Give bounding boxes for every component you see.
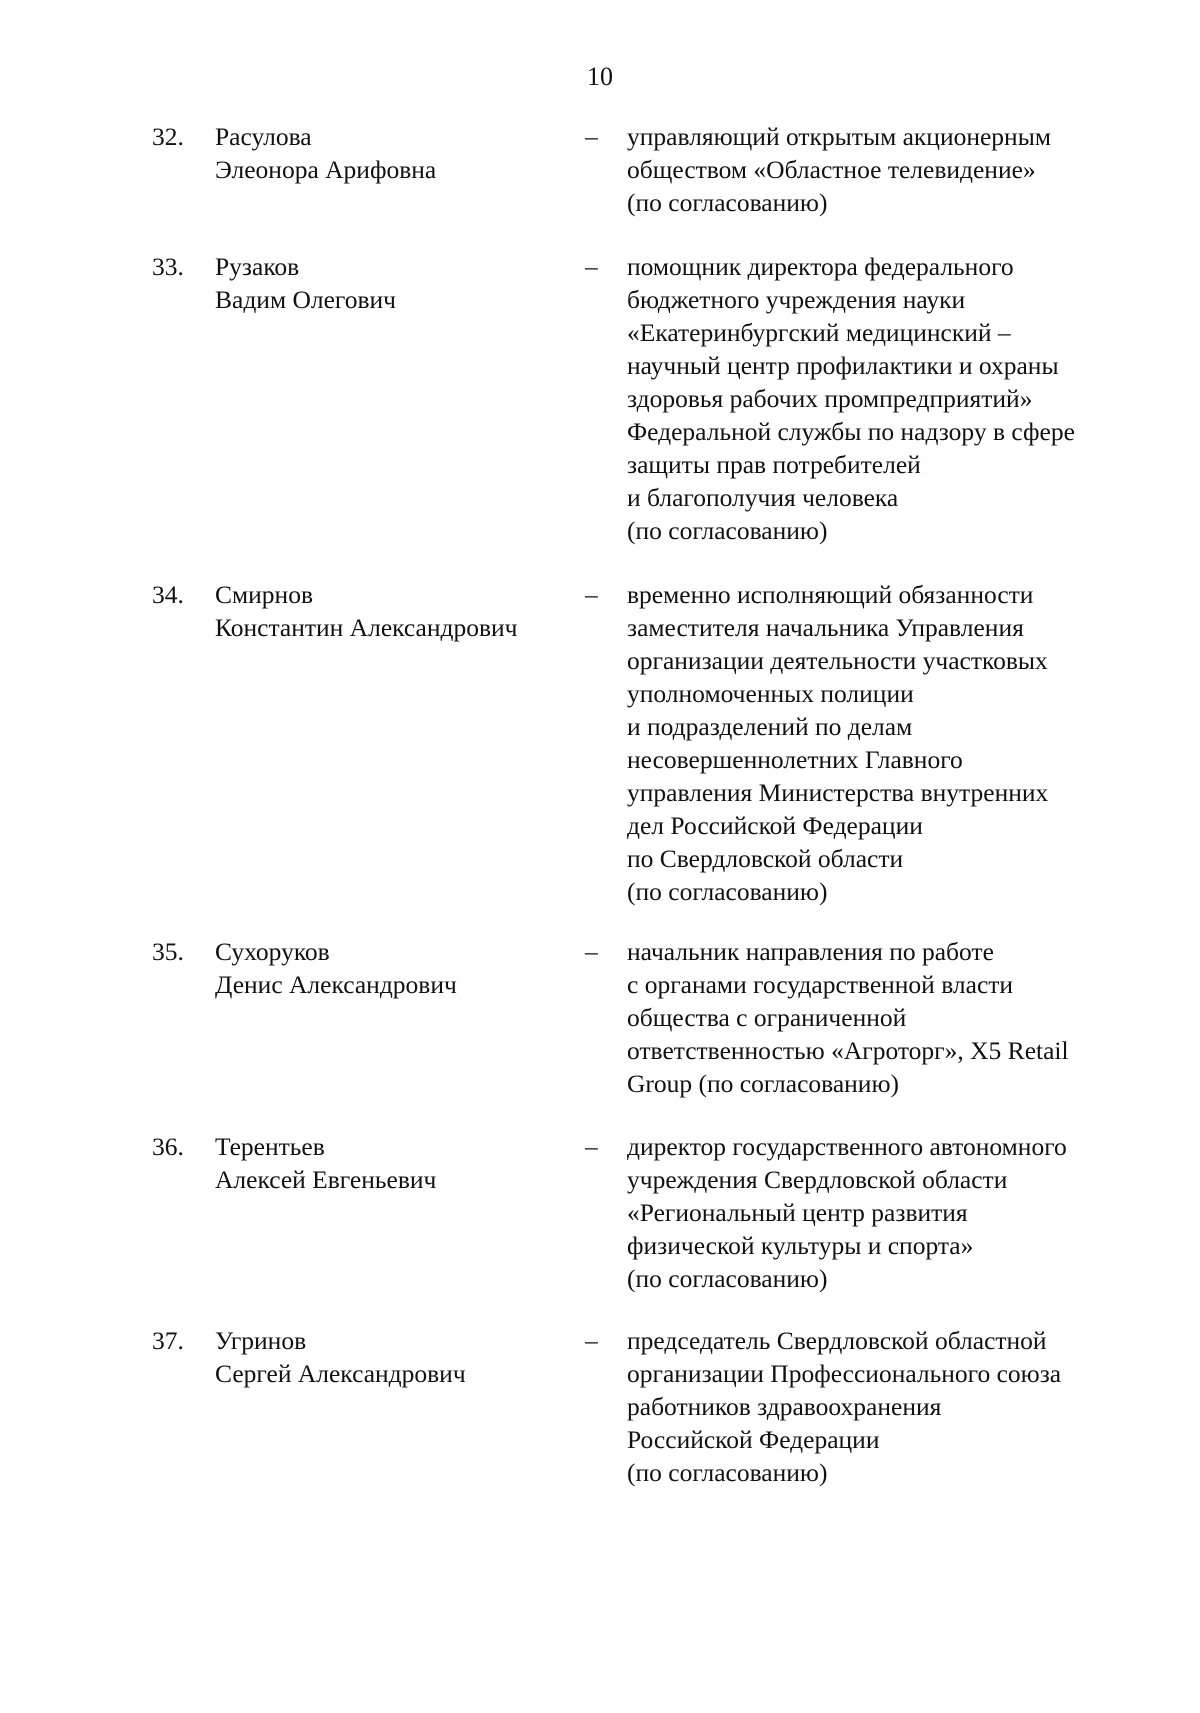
position-line: управляющий открытым акционерным bbox=[627, 122, 1051, 151]
position-line: с органами государственной власти bbox=[627, 970, 1014, 999]
position-line: физической культуры и спорта» bbox=[627, 1231, 974, 1260]
person-name bbox=[215, 250, 396, 316]
position-line: начальник направления по работе bbox=[627, 937, 994, 966]
position-line: по Свердловской области bbox=[627, 844, 904, 873]
entry-number: 35. bbox=[152, 937, 184, 966]
entry-number: 33. bbox=[152, 252, 184, 281]
position-line: помощник директора федерального bbox=[627, 252, 1014, 281]
person-position bbox=[627, 1324, 1167, 1489]
position-line: председатель Свердловской областной bbox=[627, 1326, 1047, 1355]
position-line: Group (по согласованию) bbox=[627, 1069, 899, 1098]
position-line: общества с ограниченной bbox=[627, 1003, 907, 1032]
position-line: защиты прав потребителей bbox=[627, 450, 921, 479]
position-line: временно исполняющий обязанности bbox=[627, 580, 1034, 609]
position-line: здоровья рабочих промпредприятий» bbox=[627, 384, 1033, 413]
person-given-names: Элеонора Арифовна bbox=[215, 155, 437, 184]
position-line: Федеральной службы по надзору в сфере bbox=[627, 417, 1075, 446]
entry-number: 36. bbox=[152, 1132, 184, 1161]
person-position bbox=[627, 120, 1167, 219]
position-line: (по согласованию) bbox=[627, 188, 828, 217]
separator-dash: – bbox=[585, 937, 598, 966]
position-line: работников здравоохранения bbox=[627, 1392, 942, 1421]
separator-dash: – bbox=[585, 1326, 598, 1355]
person-name bbox=[215, 1130, 436, 1196]
person-surname: Сухоруков bbox=[215, 937, 330, 966]
person-name bbox=[215, 120, 436, 186]
person-given-names: Вадим Олегович bbox=[215, 285, 397, 314]
position-line: «Екатеринбургский медицинский – bbox=[627, 318, 1011, 347]
separator-dash: – bbox=[585, 580, 598, 609]
position-line: ответственностью «Агроторг», X5 Retail bbox=[627, 1036, 1069, 1065]
position-line: бюджетного учреждения науки bbox=[627, 285, 966, 314]
position-line: и подразделений по делам bbox=[627, 712, 913, 741]
position-line: (по согласованию) bbox=[627, 877, 828, 906]
position-line: и благополучия человека bbox=[627, 483, 899, 512]
person-position bbox=[627, 250, 1167, 547]
person-surname: Терентьев bbox=[215, 1132, 325, 1161]
person-given-names: Денис Александрович bbox=[215, 970, 457, 999]
person-name bbox=[215, 935, 457, 1001]
position-line: организации деятельности участковых bbox=[627, 646, 1048, 675]
person-name bbox=[215, 1324, 466, 1390]
position-line: управления Министерства внутренних bbox=[627, 778, 1049, 807]
entry-number: 37. bbox=[152, 1326, 184, 1355]
separator-dash: – bbox=[585, 252, 598, 281]
position-line: (по согласованию) bbox=[627, 1264, 828, 1293]
position-line: несовершеннолетних Главного bbox=[627, 745, 963, 774]
page-number: 10 bbox=[587, 62, 613, 91]
separator-dash: – bbox=[585, 122, 598, 151]
entry-number: 34. bbox=[152, 580, 184, 609]
position-line: обществом «Областное телевидение» bbox=[627, 155, 1036, 184]
person-position bbox=[627, 1130, 1167, 1295]
person-given-names: Константин Александрович bbox=[215, 613, 518, 642]
position-line: заместителя начальника Управления bbox=[627, 613, 1024, 642]
person-name bbox=[215, 578, 517, 644]
person-surname: Рузаков bbox=[215, 252, 300, 281]
separator-dash: – bbox=[585, 1132, 598, 1161]
person-surname: Смирнов bbox=[215, 580, 313, 609]
position-line: директор государственного автономного bbox=[627, 1132, 1067, 1161]
position-line: (по согласованию) bbox=[627, 1458, 828, 1487]
person-position bbox=[627, 578, 1167, 908]
person-surname: Угринов bbox=[215, 1326, 307, 1355]
person-given-names: Сергей Александрович bbox=[215, 1359, 466, 1388]
position-line: организации Профессионального союза bbox=[627, 1359, 1062, 1388]
person-surname: Расулова bbox=[215, 122, 312, 151]
position-line: «Региональный центр развития bbox=[627, 1198, 968, 1227]
position-line: дел Российской Федерации bbox=[627, 811, 923, 840]
entry-number: 32. bbox=[152, 122, 184, 151]
position-line: уполномоченных полиции bbox=[627, 679, 914, 708]
person-given-names: Алексей Евгеньевич bbox=[215, 1165, 437, 1194]
position-line: научный центр профилактики и охраны bbox=[627, 351, 1059, 380]
position-line: Российской Федерации bbox=[627, 1425, 880, 1454]
position-line: учреждения Свердловской области bbox=[627, 1165, 1008, 1194]
position-line: (по согласованию) bbox=[627, 516, 828, 545]
person-position bbox=[627, 935, 1167, 1100]
